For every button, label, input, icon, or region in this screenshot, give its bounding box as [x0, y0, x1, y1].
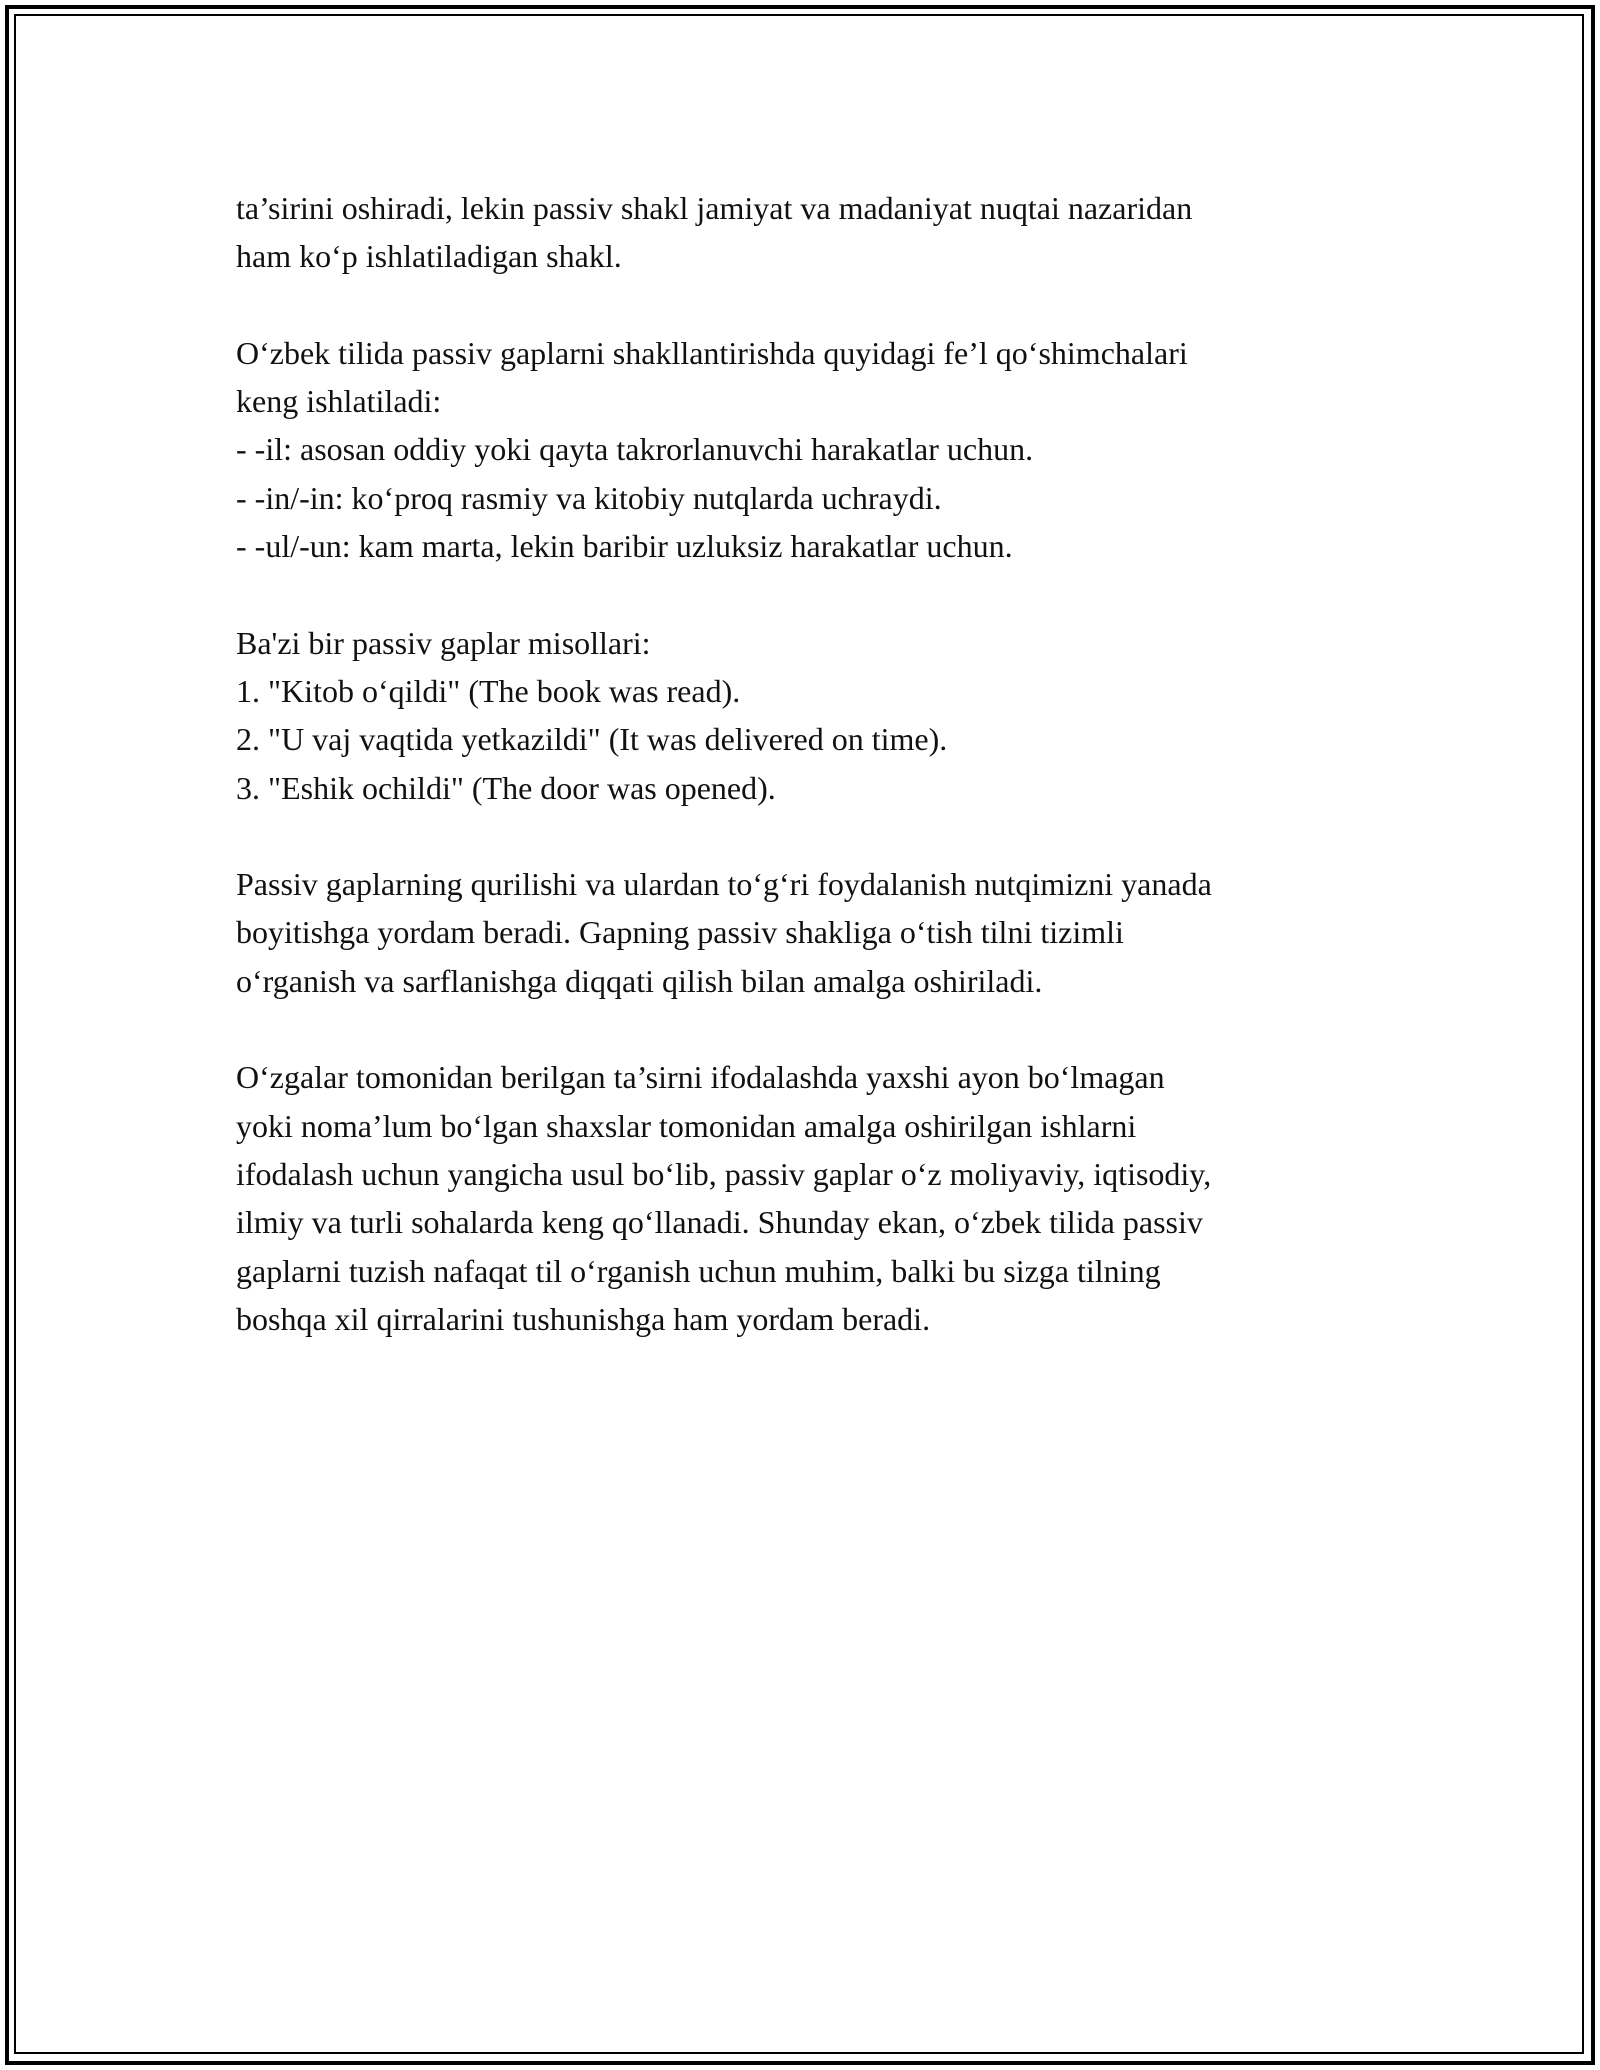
- paragraph-passive-usage: ta’sirini oshiradi, lekin passiv shakl jamiyat va madaniyat nuqtai nazaridan ham ko‘p ishlatiladigan shakl.: [236, 190, 1193, 275]
- document-body: [236, 184, 1386, 1343]
- paragraph-verb-suffixes: O‘zbek tilida passiv gaplarni shakllantirishda quyidagi fe’l qo‘shimchalari keng ishlatiladi: - -il: asosan oddiy yoki qayta takrorlanuvchi harakatlar uchun. - -in/-in: ko‘proq rasmiy va kitobiy nutqlarda uchraydi. - -ul/-un: kam marta, lekin baribir uzluksiz harakatlar uchun.: [236, 334, 1188, 565]
- paragraph-examples: Ba'zi bir passiv gaplar misollari: 1. "Kitob o‘qildi" (The book was read). 2. "U vaj vaqtida yetkazildi" (It was delivered on time). 3. "Eshik ochildi" (The door was opened).: [236, 624, 948, 806]
- paragraph-construction: Passiv gaplarning qurilishi va ulardan to‘g‘ri foydalanish nutqimizni yanada boyitishga yordam beradi. Gapning passiv shakliga o‘tish tilni tizimli o‘rganish va sarflanishga diqqati qilish bilan amalga oshiriladi.: [236, 866, 1212, 999]
- paragraph-conclusion: O‘zgalar tomonidan berilgan ta’sirni ifodalashda yaxshi ayon bo‘lmagan yoki noma’lum bo‘lgan shaxslar tomonidan amalga oshirilgan ishlarni ifodalash uchun yangicha usul bo‘lib, passiv gaplar o‘z moliyaviy, iqtisodiy, ilmiy va turli sohalarda keng qo‘llanadi. Shunday ekan, o‘zbek tilida passiv gaplarni tuzish nafaqat til o‘rganish uchun muhim, balki bu sizga tilning boshqa xil qirralarini tushunishga ham yordam beradi.: [236, 1059, 1212, 1337]
